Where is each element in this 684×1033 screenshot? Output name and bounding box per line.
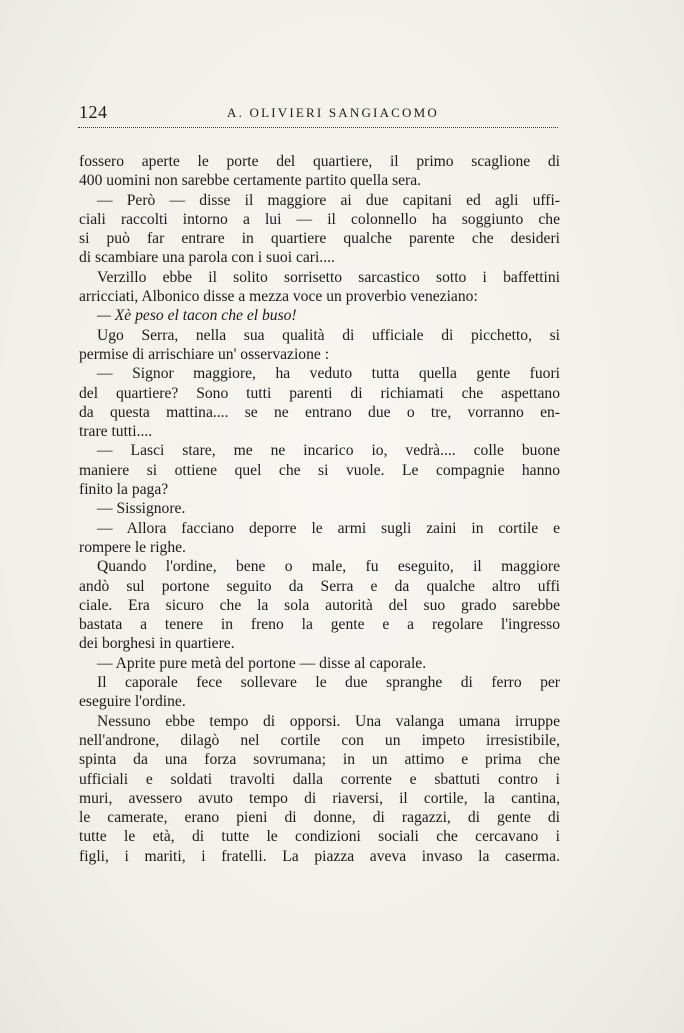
text-line: — Xè peso el tacon che el buso! xyxy=(97,307,297,325)
text-line: — Signor maggiore, ha veduto tutta quella gente fuori xyxy=(97,365,560,383)
text-line: da questa mattina.... se ne entrano due o tre, vorranno en- xyxy=(79,403,560,421)
text-line: — Però — disse il maggiore ai due capitani ed agli uffi- xyxy=(97,191,560,209)
text-line: muri, avessero avuto tempo di riaversi, il cortile, la cantina, xyxy=(79,789,560,807)
text-line: dei borghesi in quartiere. xyxy=(79,635,235,653)
text-line: di scambiare una parola con i suoi cari.... xyxy=(79,249,335,267)
text-line: del quartiere? Sono tutti parenti di richiamati che aspettano xyxy=(79,384,560,402)
text-line: — Lasci stare, me ne incarico io, vedrà.... colle buone xyxy=(97,442,560,460)
text-line: spinta da una forza sovrumana; in un attimo e prima che xyxy=(79,751,560,769)
text-line: finito la paga? xyxy=(79,481,169,499)
header-rule xyxy=(78,127,558,128)
text-line: Il caporale fece sollevare le due spranghe di ferro per xyxy=(97,674,560,692)
text-line: Quando l'ordine, bene o male, fu eseguito, il maggiore xyxy=(97,558,560,576)
body-text xyxy=(79,152,560,866)
text-line: — Sissignore. xyxy=(97,500,186,518)
text-line: Verzillo ebbe il solito sorrisetto sarcastico sotto i baffettini xyxy=(97,268,560,286)
text-line: ciale. Era sicuro che la sola autorità del suo grado sarebbe xyxy=(79,596,560,614)
text-line: arricciati, Albonico disse a mezza voce un proverbio veneziano: xyxy=(79,288,478,306)
text-line: si può far entrare in quartiere qualche parente che desideri xyxy=(79,230,560,248)
text-line: Ugo Serra, nella sua qualità di ufficiale di picchetto, si xyxy=(97,326,560,344)
text-line: trare tutti.... xyxy=(79,423,153,441)
text-line: bastata a tenere in freno la gente e a regolare l'ingresso xyxy=(79,616,560,634)
text-line: Nessuno ebbe tempo di opporsi. Una valanga umana irruppe xyxy=(97,712,560,730)
text-line: andò sul portone seguito da Serra e da qualche altro uffi xyxy=(79,577,560,595)
page-header xyxy=(79,102,559,126)
text-line: ciali raccolti intorno a lui — il colonnello ha soggiunto che xyxy=(79,210,560,228)
page-number: 124 xyxy=(79,102,108,122)
text-line: ufficiali e soldati travolti dalla corrente e sbattuti contro i xyxy=(79,770,560,788)
text-line: nell'androne, dilagò nel cortile con un impeto irresistibile, xyxy=(79,731,560,749)
text-line: figli, i mariti, i fratelli. La piazza aveva invaso la caserma. xyxy=(79,847,560,865)
text-line: maniere si ottiene quel che si vuole. Le compagnie hanno xyxy=(79,461,560,479)
text-line: — Allora facciano deporre le armi sugli zaini in cortile e xyxy=(97,519,560,537)
text-line: eseguire l'ordine. xyxy=(79,693,186,711)
text-line: rompere le righe. xyxy=(79,538,186,556)
text-line: tutte le età, di tutte le condizioni sociali che cercavano i xyxy=(79,828,560,846)
text-line: — Aprite pure metà del portone — disse al caporale. xyxy=(97,654,427,672)
text-line: fossero aperte le porte del quartiere, il primo scaglione di xyxy=(79,153,560,170)
text-line: permise di arrischiare un' osservazione : xyxy=(79,345,330,363)
running-title: A. OLIVIERI SANGIACOMO xyxy=(227,105,439,120)
text-line: le camerate, erano pieni di donne, di ragazzi, di gente di xyxy=(79,809,560,827)
text-line: 400 uomini non sarebbe certamente partito quella sera. xyxy=(79,172,422,190)
